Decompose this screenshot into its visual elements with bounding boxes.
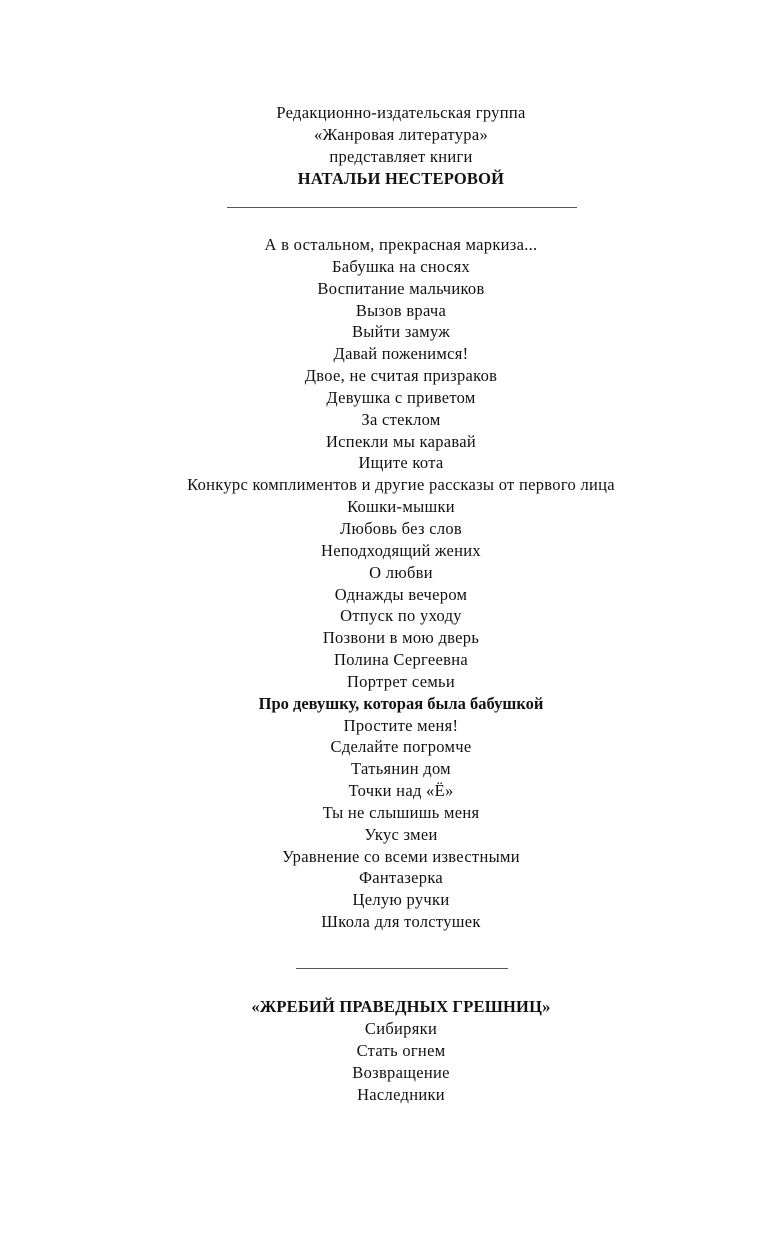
book-title: Давай поженимся! — [333, 344, 469, 364]
book-list — [0, 234, 768, 933]
book-title: Школа для толстушек — [321, 912, 481, 932]
series-book-list — [0, 1018, 768, 1106]
book-title: Татьянин дом — [351, 759, 451, 779]
separator-bottom — [296, 968, 508, 969]
book-title: Испекли мы каравай — [325, 431, 477, 451]
author-name: НАТАЛЬИ НЕСТЕРОВОЙ — [297, 169, 505, 188]
book-title: Двое, не считая призраков — [304, 366, 498, 386]
book-title: Укус змеи — [364, 824, 438, 844]
book-title: Девушка с приветом — [326, 387, 476, 407]
book-title: Точки над «Ё» — [348, 781, 454, 801]
book-title: Бабушка на сносях — [331, 256, 471, 276]
book-title: Простите меня! — [343, 715, 459, 735]
separator-top — [227, 207, 577, 208]
book-title: Однажды вечером — [334, 584, 468, 604]
book-title: Уравнение со всеми известными — [282, 846, 520, 866]
book-title: Портрет семьи — [346, 671, 456, 691]
book-title: Ты не слышишь меня — [322, 802, 480, 822]
book-title: Про девушку, которая была бабушкой — [258, 693, 544, 713]
series-book-title: Наследники — [357, 1084, 445, 1104]
book-title: Полина Сергеевна — [333, 650, 468, 670]
book-title: Неподходящий жених — [321, 540, 481, 560]
book-title: За стеклом — [361, 409, 441, 429]
book-title: Позвони в мою дверь — [322, 628, 480, 648]
series-section — [0, 996, 768, 1106]
book-title: Выйти замуж — [351, 322, 451, 342]
book-title: Любовь без слов — [339, 518, 463, 538]
series-book-title: Сибиряки — [364, 1018, 438, 1038]
series-book-title: Возвращение — [352, 1062, 450, 1082]
book-title: Вызов врача — [355, 300, 447, 320]
publisher-line-3: представляет книги — [329, 147, 473, 166]
series-book-title: Стать огнем — [356, 1040, 446, 1060]
book-title: О любви — [369, 562, 433, 582]
publisher-line-2: «Жанровая литература» — [314, 125, 488, 144]
book-title: Сделайте погромче — [330, 737, 472, 757]
book-title: Фантазерка — [358, 868, 444, 888]
book-title: А в остальном, прекрасная маркиза... — [264, 235, 538, 254]
publisher-line-1: Редакционно-издательская группа — [276, 103, 526, 122]
book-title: Кошки-мышки — [347, 497, 455, 517]
series-title: «ЖРЕБИЙ ПРАВЕДНЫХ ГРЕШНИЦ» — [251, 997, 551, 1016]
book-title: Отпуск по уходу — [340, 606, 462, 626]
publisher-header — [0, 102, 768, 190]
book-title: Ищите кота — [358, 453, 444, 473]
book-title: Целую ручки — [352, 890, 450, 910]
book-title: Конкурс комплиментов и другие рассказы от первого лица — [187, 475, 615, 495]
book-title: Воспитание мальчиков — [317, 278, 485, 298]
